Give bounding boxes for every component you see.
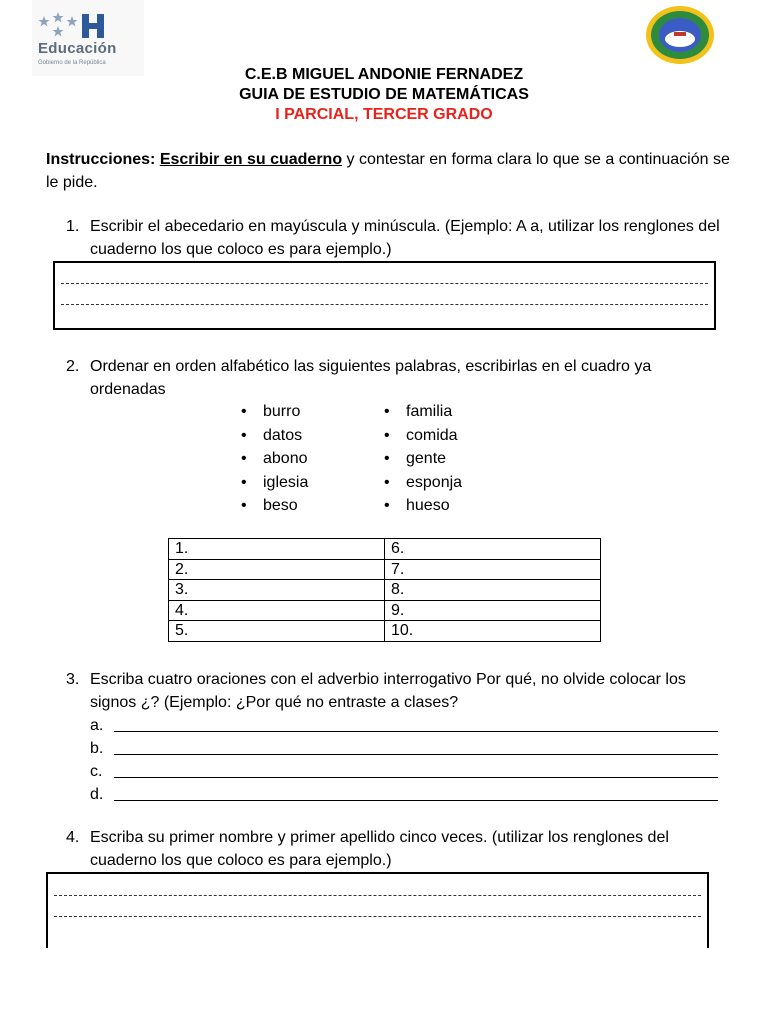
question-text: Escriba cuatro oraciones con el adverbio interrogativo Por qué, no olvide colocar los signos ¿? (Ejemplo: ¿Por qué no entraste a clases?: [90, 671, 686, 711]
table-cell[interactable]: 4.: [169, 600, 385, 621]
table-cell[interactable]: 5.: [169, 621, 385, 642]
writing-lines-box: [53, 261, 716, 330]
underline: [114, 777, 718, 778]
table-row: [169, 539, 601, 560]
answer-label: a.: [90, 717, 104, 734]
table-row: [169, 600, 601, 621]
order-table: [168, 538, 601, 642]
table-cell[interactable]: 3.: [169, 580, 385, 601]
logo-subtitle: Gobierno de la República: [38, 60, 106, 66]
dashed-line: [61, 283, 708, 284]
school-seal-icon: [645, 5, 715, 65]
list-item: • iglesia: [237, 471, 308, 495]
term-title: I PARCIAL, TERCER GRADO: [275, 106, 493, 123]
table-row: [169, 580, 601, 601]
answer-label: c.: [90, 763, 103, 780]
instructions: [46, 148, 736, 194]
list-item: • beso: [237, 494, 308, 518]
dashed-line: [54, 895, 701, 896]
table-cell[interactable]: 9.: [385, 600, 601, 621]
question-number: 2.: [66, 358, 80, 375]
list-item: • esponja: [380, 471, 462, 495]
answer-label: b.: [90, 740, 104, 757]
question-text: Escribir el abecedario en mayúscula y minúscula. (Ejemplo: A a, utilizar los renglones del cuaderno los que coloco es para ejemplo.): [90, 218, 720, 258]
list-item: • hueso: [380, 494, 462, 518]
school-name: C.E.B MIGUEL ANDONIE FERNADEZ: [244, 66, 524, 83]
list-item: • familia: [380, 400, 462, 424]
honduras-flag-icon: [38, 10, 108, 40]
question-number: 3.: [66, 671, 80, 688]
question-number: 4.: [66, 829, 80, 846]
instructions-text: y contestar en forma clara lo que se a continuación se le pide.: [46, 151, 730, 191]
table-cell[interactable]: 2.: [169, 559, 385, 580]
table-cell[interactable]: 6.: [385, 539, 601, 560]
word-list-left: [237, 400, 308, 518]
underline: [114, 731, 718, 732]
question-3: [66, 668, 726, 714]
list-item: • abono: [237, 447, 308, 471]
logo-brand: Educación: [38, 40, 117, 57]
table-row: [169, 621, 601, 642]
dashed-line: [54, 916, 701, 917]
list-item: • comida: [380, 424, 462, 448]
list-item: • datos: [237, 424, 308, 448]
instructions-label: Instrucciones:: [46, 151, 156, 168]
question-text: Ordenar en orden alfabético las siguientes palabras, escribirlas en el cuadro ya ordenadas: [90, 358, 652, 398]
underline: [114, 754, 718, 755]
dashed-line: [61, 304, 708, 305]
writing-lines-box: [46, 872, 709, 948]
word-list-right: [380, 400, 462, 518]
table-row: [169, 559, 601, 580]
table-cell[interactable]: 1.: [169, 539, 385, 560]
list-item: • gente: [380, 447, 462, 471]
question-2: [66, 355, 726, 401]
guide-title: GUIA DE ESTUDIO DE MATEMÁTICAS: [239, 86, 529, 103]
instructions-emphasis: Escribir en su cuaderno: [159, 151, 343, 168]
table-cell[interactable]: 10.: [385, 621, 601, 642]
question-text: Escriba su primer nombre y primer apellido cinco veces. (utilizar los renglones del cuaderno los que coloco es para ejemplo.): [90, 829, 669, 869]
question-4: [66, 826, 726, 872]
table-cell[interactable]: 7.: [385, 559, 601, 580]
answer-label: d.: [90, 786, 104, 803]
education-logo: [32, 0, 144, 76]
table-cell[interactable]: 8.: [385, 580, 601, 601]
underline: [114, 800, 718, 801]
question-number: 1.: [66, 218, 80, 235]
question-1: [66, 215, 726, 261]
list-item: • burro: [237, 400, 308, 424]
